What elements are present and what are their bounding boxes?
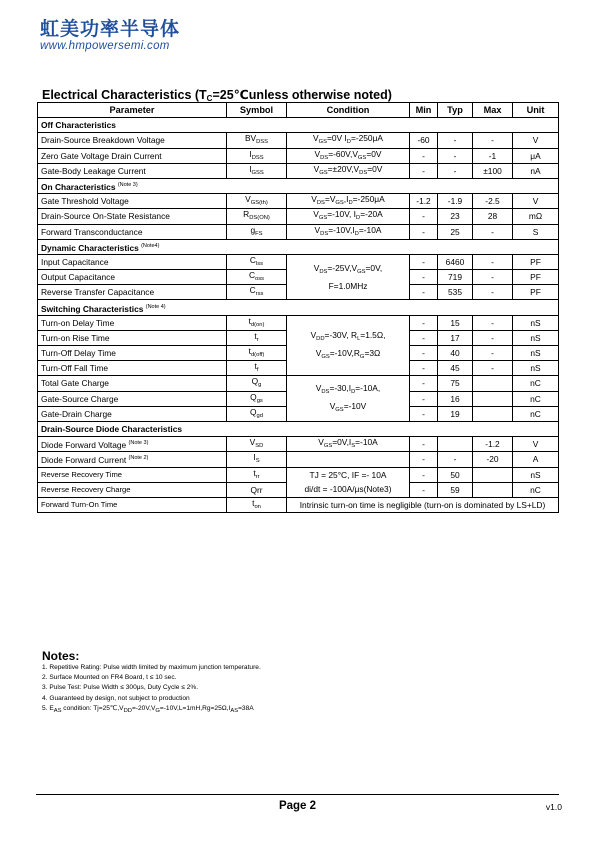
unit-cell: nA [513, 163, 559, 178]
note-item: 3. Pulse Test: Pulse Width ≤ 300μs, Duty Cycle ≤ 2%. [42, 684, 199, 692]
max-cell: - [473, 254, 513, 269]
typ-cell: 719 [438, 270, 473, 285]
max-cell: - [473, 224, 513, 239]
parameter-cell: Gate-Body Leakage Current [38, 163, 227, 178]
typ-cell: 45 [438, 361, 473, 376]
min-cell: - [410, 270, 438, 285]
notes-list [42, 663, 261, 716]
condition-cell: $V_{DS}=-60V,V_{GS}=0V$ [287, 148, 410, 163]
col-header: Typ [438, 103, 473, 118]
table-row [38, 254, 559, 269]
company-name-cn: 虹美功率半导体 [40, 18, 181, 40]
typ-cell: 19 [438, 406, 473, 421]
unit-cell: μA [513, 148, 559, 163]
symbol-cell: Qrr [227, 482, 287, 497]
unit-cell: mΩ [513, 209, 559, 224]
typ-cell: 15 [438, 315, 473, 330]
condition-cell: $V_{DS}=-25V,V_{GS}=0V$, F=1.0MHz [287, 254, 410, 300]
unit-cell: nS [513, 346, 559, 361]
parameter-cell: Turn-Off Fall Time [38, 361, 227, 376]
section-label: Off Characteristics [38, 118, 559, 133]
typ-cell: 59 [438, 482, 473, 497]
unit-cell: A [513, 452, 559, 467]
symbol-cell: $I_S$ [227, 452, 287, 467]
symbol-cell: $Q_{gs}$ [227, 391, 287, 406]
symbol-cell: $BV_{DSS}$ [227, 133, 287, 148]
max-cell [473, 376, 513, 391]
section-row [38, 421, 559, 436]
unit-cell: nC [513, 376, 559, 391]
typ-cell: - [438, 133, 473, 148]
section-label: Drain-Source Diode Characteristics [38, 421, 559, 436]
typ-cell: 40 [438, 346, 473, 361]
condition-cell: $V_{DS}=-10V,I_D=-10A$ [287, 224, 410, 239]
section-row [38, 239, 559, 254]
section-row [38, 118, 559, 133]
max-cell: - [473, 330, 513, 345]
unit-cell: PF [513, 285, 559, 300]
table-row [38, 148, 559, 163]
electrical-characteristics-table [37, 102, 559, 513]
parameter-cell: Turn-on Delay Time [38, 315, 227, 330]
min-cell: - [410, 148, 438, 163]
min-cell: - [410, 406, 438, 421]
unit-cell: nS [513, 330, 559, 345]
condition-cell [287, 452, 410, 467]
symbol-cell: $t_r$ [227, 330, 287, 345]
section-row [38, 178, 559, 193]
symbol-cell: $I_{DSS}$ [227, 148, 287, 163]
min-cell: -60 [410, 133, 438, 148]
min-cell: - [410, 254, 438, 269]
parameter-cell: Reverse Recovery Charge [38, 482, 227, 497]
table-row [38, 467, 559, 482]
parameter-cell: Diode Forward Voltage $^{(Note 3)}$ [38, 437, 227, 452]
symbol-cell: $t_{rr}$ [227, 467, 287, 482]
col-header: Unit [513, 103, 559, 118]
symbol-cell: $C_{rss}$ [227, 285, 287, 300]
symbol-cell: $I_{GSS}$ [227, 163, 287, 178]
parameter-cell: Input Capacitance [38, 254, 227, 269]
max-cell: 28 [473, 209, 513, 224]
condition-cell: $V_{DD}=-30V$, $R_L=1.5\Omega$, $V_{GS}=-10V,R_G=3\Omega$ [287, 315, 410, 376]
table-row [38, 133, 559, 148]
symbol-cell: $Q_{gd}$ [227, 406, 287, 421]
max-cell [473, 467, 513, 482]
max-cell: ±100 [473, 163, 513, 178]
condition-cell: $V_{DS}=V_{GS},I_D=-250\mu A$ [287, 194, 410, 209]
company-website[interactable]: www.hmpowersemi.com [40, 40, 170, 52]
unit-cell: nC [513, 406, 559, 421]
symbol-cell: $t_{d(on)}$ [227, 315, 287, 330]
typ-cell: 23 [438, 209, 473, 224]
condition-cell: $V_{GS}=0V$ $I_D=-250\mu A$ [287, 133, 410, 148]
parameter-cell: Drain-Source On-State Resistance [38, 209, 227, 224]
col-header: Min [410, 103, 438, 118]
parameter-cell: Forward Turn-On Time [38, 497, 227, 512]
max-cell: -20 [473, 452, 513, 467]
notes-title: Notes: [42, 649, 80, 663]
parameter-cell: Drain-Source Breakdown Voltage [38, 133, 227, 148]
condition-cell: $V_{DS}=-30,I_D=-10A$, $V_{GS}=-10V$ [287, 376, 410, 422]
section-label: Dynamic Characteristics $^{(Note4)}$ [38, 239, 559, 254]
note-item: 1. Repetitive Rating: Pulse width limited by maximum junction temperature. [42, 664, 261, 671]
symbol-cell: $t_{on}$ [227, 497, 287, 512]
typ-cell [438, 437, 473, 452]
table-title: Electrical Characteristics ($T_C=25℃unless$ otherwise noted) [42, 88, 392, 103]
min-cell: - [410, 315, 438, 330]
typ-cell: 50 [438, 467, 473, 482]
version-label: v1.0 [545, 802, 562, 812]
max-cell: - [473, 285, 513, 300]
min-cell: - [410, 452, 438, 467]
col-header: Symbol [227, 103, 287, 118]
parameter-cell: Diode Forward Current $^{(Note 2)}$ [38, 452, 227, 467]
note-item: 5. $E_{AS}$ condition: $Tj=25℃,V_{DD}=-20V,V_G=-10V,L=1mH,Rg=25\Omega,I_{AS}=38A$ [42, 704, 254, 714]
min-cell: - [410, 467, 438, 482]
parameter-cell: Gate-Source Charge [38, 391, 227, 406]
parameter-cell: Forward Transconductance [38, 224, 227, 239]
symbol-cell: $t_{d(off)}$ [227, 346, 287, 361]
typ-cell: - [438, 148, 473, 163]
section-label: On Characteristics $^{(Note 3)}$ [38, 178, 559, 193]
max-cell: - [473, 133, 513, 148]
footer-rule [36, 794, 559, 795]
unit-cell: nS [513, 361, 559, 376]
min-cell: - [410, 437, 438, 452]
min-cell: - [410, 163, 438, 178]
parameter-cell: Zero Gate Voltage Drain Current [38, 148, 227, 163]
col-header: Max [473, 103, 513, 118]
parameter-cell: Total Gate Charge [38, 376, 227, 391]
table-header-row [38, 103, 559, 118]
parameter-cell: Reverse Transfer Capacitance [38, 285, 227, 300]
symbol-cell: $C_{oss}$ [227, 270, 287, 285]
min-cell: - [410, 285, 438, 300]
max-cell [473, 482, 513, 497]
symbol-cell: $R_{DS(ON)}$ [227, 209, 287, 224]
table-row [38, 163, 559, 178]
unit-cell: S [513, 224, 559, 239]
table-row [38, 497, 559, 512]
condition-cell: $V_{GS}=\pm 20V,V_{DS}=0V$ [287, 163, 410, 178]
table-row [38, 315, 559, 330]
max-cell: -1.2 [473, 437, 513, 452]
max-cell: - [473, 346, 513, 361]
typ-cell: 535 [438, 285, 473, 300]
note-item: 4. Guaranteed by design, not subject to production [42, 694, 190, 702]
unit-cell: V [513, 133, 559, 148]
symbol-cell: $t_f$ [227, 361, 287, 376]
max-cell: - [473, 315, 513, 330]
condition-cell: $V_{GS}=0V,I_S=-10A$ [287, 437, 410, 452]
typ-cell: -1.9 [438, 194, 473, 209]
page-number: Page 2 [278, 800, 317, 812]
col-header: Condition [287, 103, 410, 118]
max-cell: - [473, 361, 513, 376]
max-cell [473, 406, 513, 421]
table-row [38, 194, 559, 209]
unit-cell: V [513, 437, 559, 452]
condition-cell: TJ = 25°C, IF =- 10A di/dt = -100A/μs(Note3) [287, 467, 410, 497]
parameter-cell: Turn-on Rise Time [38, 330, 227, 345]
typ-cell: 25 [438, 224, 473, 239]
typ-cell: 6460 [438, 254, 473, 269]
min-cell: - [410, 224, 438, 239]
company-logo [40, 18, 180, 53]
table-row [38, 209, 559, 224]
table-row [38, 437, 559, 452]
unit-cell: nC [513, 391, 559, 406]
symbol-cell: $g_{FS}$ [227, 224, 287, 239]
section-label: Switching Characteristics $^{(Note 4)}$ [38, 300, 559, 315]
max-cell [473, 391, 513, 406]
parameter-cell: Turn-Off Delay Time [38, 346, 227, 361]
max-cell: -1 [473, 148, 513, 163]
min-cell: -1.2 [410, 194, 438, 209]
table-row [38, 376, 559, 391]
col-header: Parameter [38, 103, 227, 118]
max-cell: - [473, 270, 513, 285]
min-cell: - [410, 209, 438, 224]
min-cell: - [410, 482, 438, 497]
condition-cell: Intrinsic turn-on time is negligible (turn-on is dominated by LS+LD) [287, 497, 559, 512]
symbol-cell: $C_{lss}$ [227, 254, 287, 269]
parameter-cell: Gate-Drain Charge [38, 406, 227, 421]
symbol-cell: $Q_g$ [227, 376, 287, 391]
condition-cell: $V_{GS}=-10V$, $I_D=-20A$ [287, 209, 410, 224]
typ-cell: - [438, 163, 473, 178]
typ-cell: 16 [438, 391, 473, 406]
parameter-cell: Output Capacitance [38, 270, 227, 285]
min-cell: - [410, 391, 438, 406]
typ-cell: 17 [438, 330, 473, 345]
symbol-cell: $V_{GS(th)}$ [227, 194, 287, 209]
section-row [38, 300, 559, 315]
min-cell: - [410, 346, 438, 361]
table-row [38, 224, 559, 239]
parameter-cell: Reverse Recovery Time [38, 467, 227, 482]
unit-cell: V [513, 194, 559, 209]
unit-cell: nS [513, 467, 559, 482]
parameter-cell: Gate Threshold Voltage [38, 194, 227, 209]
symbol-cell: $V_{SD}$ [227, 437, 287, 452]
min-cell: - [410, 330, 438, 345]
min-cell: - [410, 376, 438, 391]
unit-cell: PF [513, 270, 559, 285]
unit-cell: PF [513, 254, 559, 269]
unit-cell: nS [513, 315, 559, 330]
typ-cell: - [438, 452, 473, 467]
typ-cell: 75 [438, 376, 473, 391]
note-item: 2. Surface Mounted on FR4 Board, t ≤ 10 sec. [42, 674, 177, 682]
min-cell: - [410, 361, 438, 376]
unit-cell: nC [513, 482, 559, 497]
table-row [38, 452, 559, 467]
max-cell: -2.5 [473, 194, 513, 209]
